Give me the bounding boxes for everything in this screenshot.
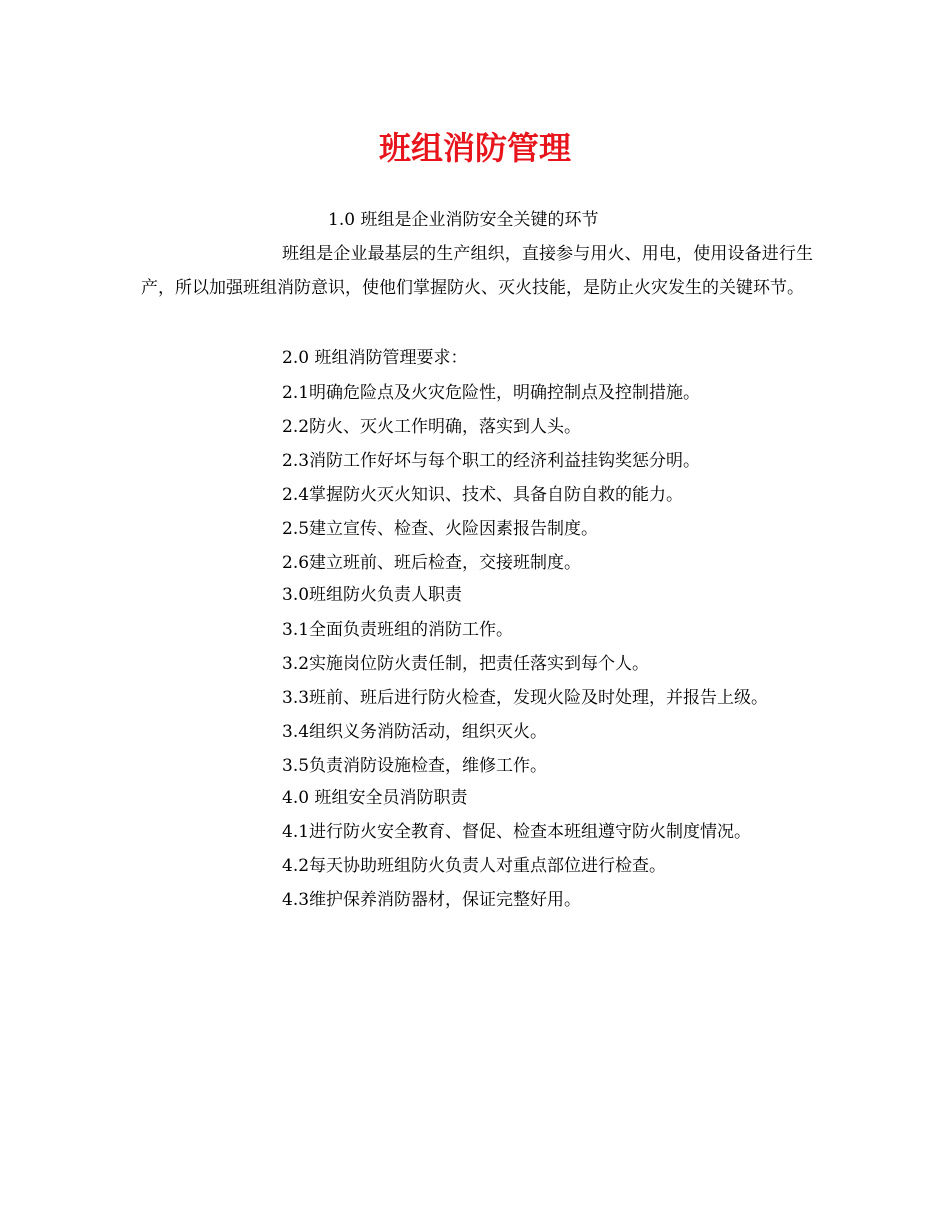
section-4-heading: 4.0 班组安全员消防职责 bbox=[282, 788, 468, 808]
list-item: 2.6建立班前、班后检查，交接班制度。 bbox=[282, 553, 582, 573]
list-item: 3.5负责消防设施检查，维修工作。 bbox=[282, 756, 548, 776]
section-3-heading: 3.0班组防火负责人职责 bbox=[282, 585, 463, 605]
section-2-heading: 2.0 班组消防管理要求： bbox=[282, 348, 468, 368]
list-item: 4.1进行防火安全教育、督促、检查本班组遵守防火制度情况。 bbox=[282, 822, 752, 842]
list-item: 3.4组织义务消防活动，组织灭火。 bbox=[282, 722, 548, 742]
list-item: 2.1明确危险点及火灾危险性，明确控制点及控制措施。 bbox=[282, 383, 701, 403]
list-item: 2.5建立宣传、检查、火险因素报告制度。 bbox=[282, 519, 599, 539]
list-item: 3.1全面负责班组的消防工作。 bbox=[282, 620, 514, 640]
list-item: 2.2防火、灭火工作明确，落实到人头。 bbox=[282, 417, 582, 437]
list-item: 4.3维护保养消防器材，保证完整好用。 bbox=[282, 890, 582, 910]
list-item: 3.3班前、班后进行防火检查，发现火险及时处理，并报告上级。 bbox=[282, 688, 769, 708]
section-1-heading: 1.0 班组是企业消防安全关键的环节 bbox=[328, 210, 599, 230]
list-item: 3.2实施岗位防火责任制，把责任落实到每个人。 bbox=[282, 654, 650, 674]
section-1-paragraph: 班组是企业最基层的生产组织，直接参与用火、用电，使用设备进行生产，所以加强班组消防意识，使他们掌握防火、灭火技能，是防止火灾发生的关键环节。 bbox=[141, 244, 813, 298]
list-item: 4.2每天协助班组防火负责人对重点部位进行检查。 bbox=[282, 856, 667, 876]
document-title: 班组消防管理 bbox=[378, 129, 571, 167]
list-item: 2.4掌握防火灭火知识、技术、具备自防自救的能力。 bbox=[282, 485, 684, 505]
list-item: 2.3消防工作好坏与每个职工的经济利益挂钩奖惩分明。 bbox=[282, 451, 701, 471]
